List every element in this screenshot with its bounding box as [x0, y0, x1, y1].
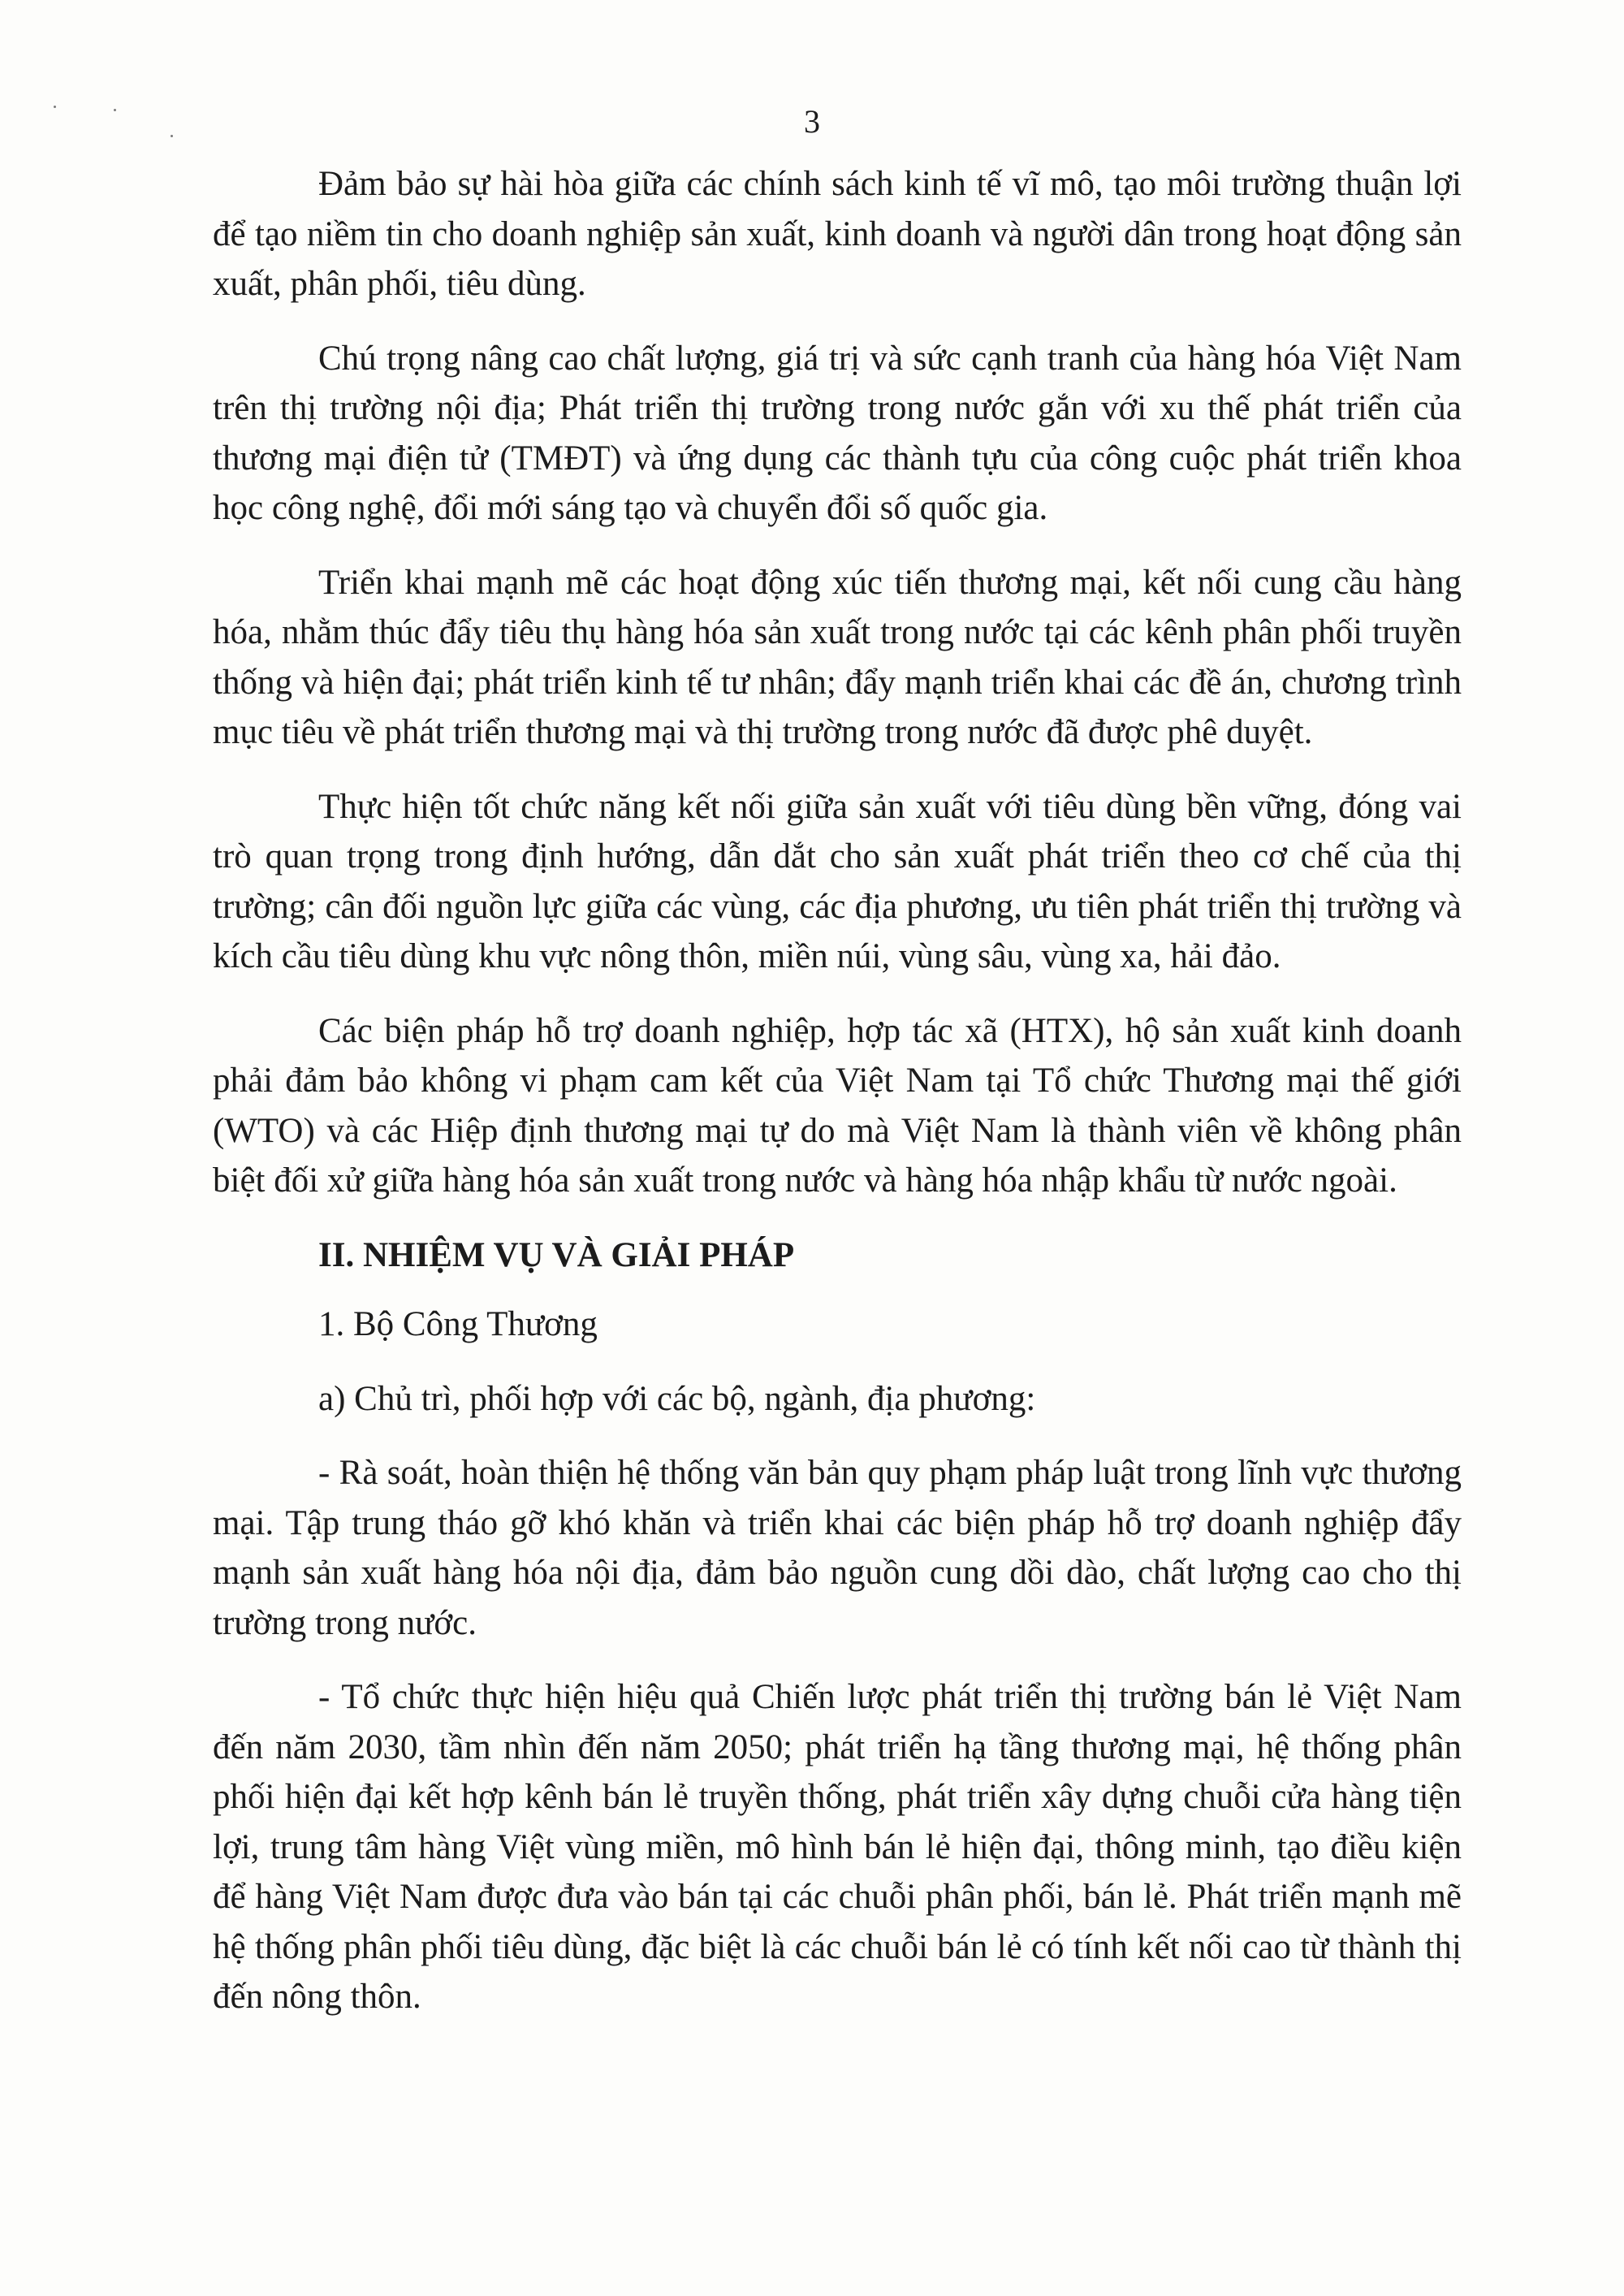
paragraph-wto-commitments: Các biện pháp hỗ trợ doanh nghiệp, hợp tác xã (HTX), hộ sản xuất kinh doanh phải đảm bảo không vi phạm cam kết của Việt Nam tại Tổ chức Thương mại thế giới (WTO) và các Hiệp định thương mại tự do mà Việt Nam là thành viên về không phân biệt đối xử giữa hàng hóa sản xuất trong nước và hàng hóa nhập khẩu từ nước ngoài.: [213, 1011, 1462, 1200]
document-body: [213, 159, 1462, 2047]
paragraph-production-consumption: Thực hiện tốt chức năng kết nối giữa sản xuất với tiêu dùng bền vững, đóng vai trò quan trọng trong định hướng, dẫn dắt cho sản xuất phát triển theo cơ chế của thị trường; cân đối nguồn lực giữa các vùng, các địa phương, ưu tiên phát triển thị trường và kích cầu tiêu dùng khu vực nông thôn, miền núi, vùng sâu, vùng xa, hải đảo.: [213, 787, 1462, 975]
paragraph-macro-policy: Đảm bảo sự hài hòa giữa các chính sách kinh tế vĩ mô, tạo môi trường thuận lợi để tạo niềm tin cho doanh nghiệp sản xuất, kinh doanh và người dân trong hoạt động sản xuất, phân phối, tiêu dùng.: [213, 165, 1462, 303]
subsection-item-a: a) Chủ trì, phối hợp với các bộ, ngành, địa phương:: [318, 1379, 1036, 1418]
paragraph-quality-ecommerce: Chú trọng nâng cao chất lượng, giá trị và sức cạnh tranh của hàng hóa Việt Nam trên thị trường nội địa; Phát triển thị trường trong nước gắn với xu thế phát triển của thương mại điện tử (TMĐT) và ứng dụng các thành tựu của công cuộc phát triển khoa học công nghệ, đổi mới sáng tạo và chuyển đổi số quốc gia.: [213, 339, 1462, 527]
section-heading: II. NHIỆM VỤ VÀ GIẢI PHÁP: [318, 1235, 795, 1274]
page-number: 3: [804, 103, 820, 140]
list-item-retail-strategy: - Tổ chức thực hiện hiệu quả Chiến lược phát triển thị trường bán lẻ Việt Nam đến năm 2030, tầm nhìn đến năm 2050; phát triển hạ tầng thương mại, hệ thống phân phối hiện đại kết hợp kênh bán lẻ truyền thống, phát triển xây dựng chuỗi cửa hàng tiện lợi, trung tâm hàng Việt vùng miền, mô hình bán lẻ hiện đại, thông minh, tạo điều kiện để hàng Việt Nam được đưa vào bán tại các chuỗi phân phối, bán lẻ. Phát triển mạnh mẽ hệ thống phân phối tiêu dùng, đặc biệt là các chuỗi bán lẻ có tính kết nối cao từ thành thị đến nông thôn.: [213, 1678, 1462, 2016]
subsection-ministry: 1. Bộ Công Thương: [318, 1305, 598, 1343]
paragraph-trade-promotion: Triển khai mạnh mẽ các hoạt động xúc tiến thương mại, kết nối cung cầu hàng hóa, nhằm thúc đẩy tiêu thụ hàng hóa sản xuất trong nước tại các kênh phân phối truyền thống và hiện đại; phát triển kinh tế tư nhân; đẩy mạnh triển khai các đề án, chương trình mục tiêu về phát triển thương mại và thị trường trong nước đã được phê duyệt.: [213, 563, 1462, 751]
list-item-legal-review: - Rà soát, hoàn thiện hệ thống văn bản quy phạm pháp luật trong lĩnh vực thương mại. Tập trung tháo gỡ khó khăn và triển khai các biện pháp hỗ trợ doanh nghiệp đẩy mạnh sản xuất hàng hóa nội địa, đảm bảo nguồn cung dồi dào, chất lượng cao cho thị trường trong nước.: [213, 1454, 1462, 1642]
